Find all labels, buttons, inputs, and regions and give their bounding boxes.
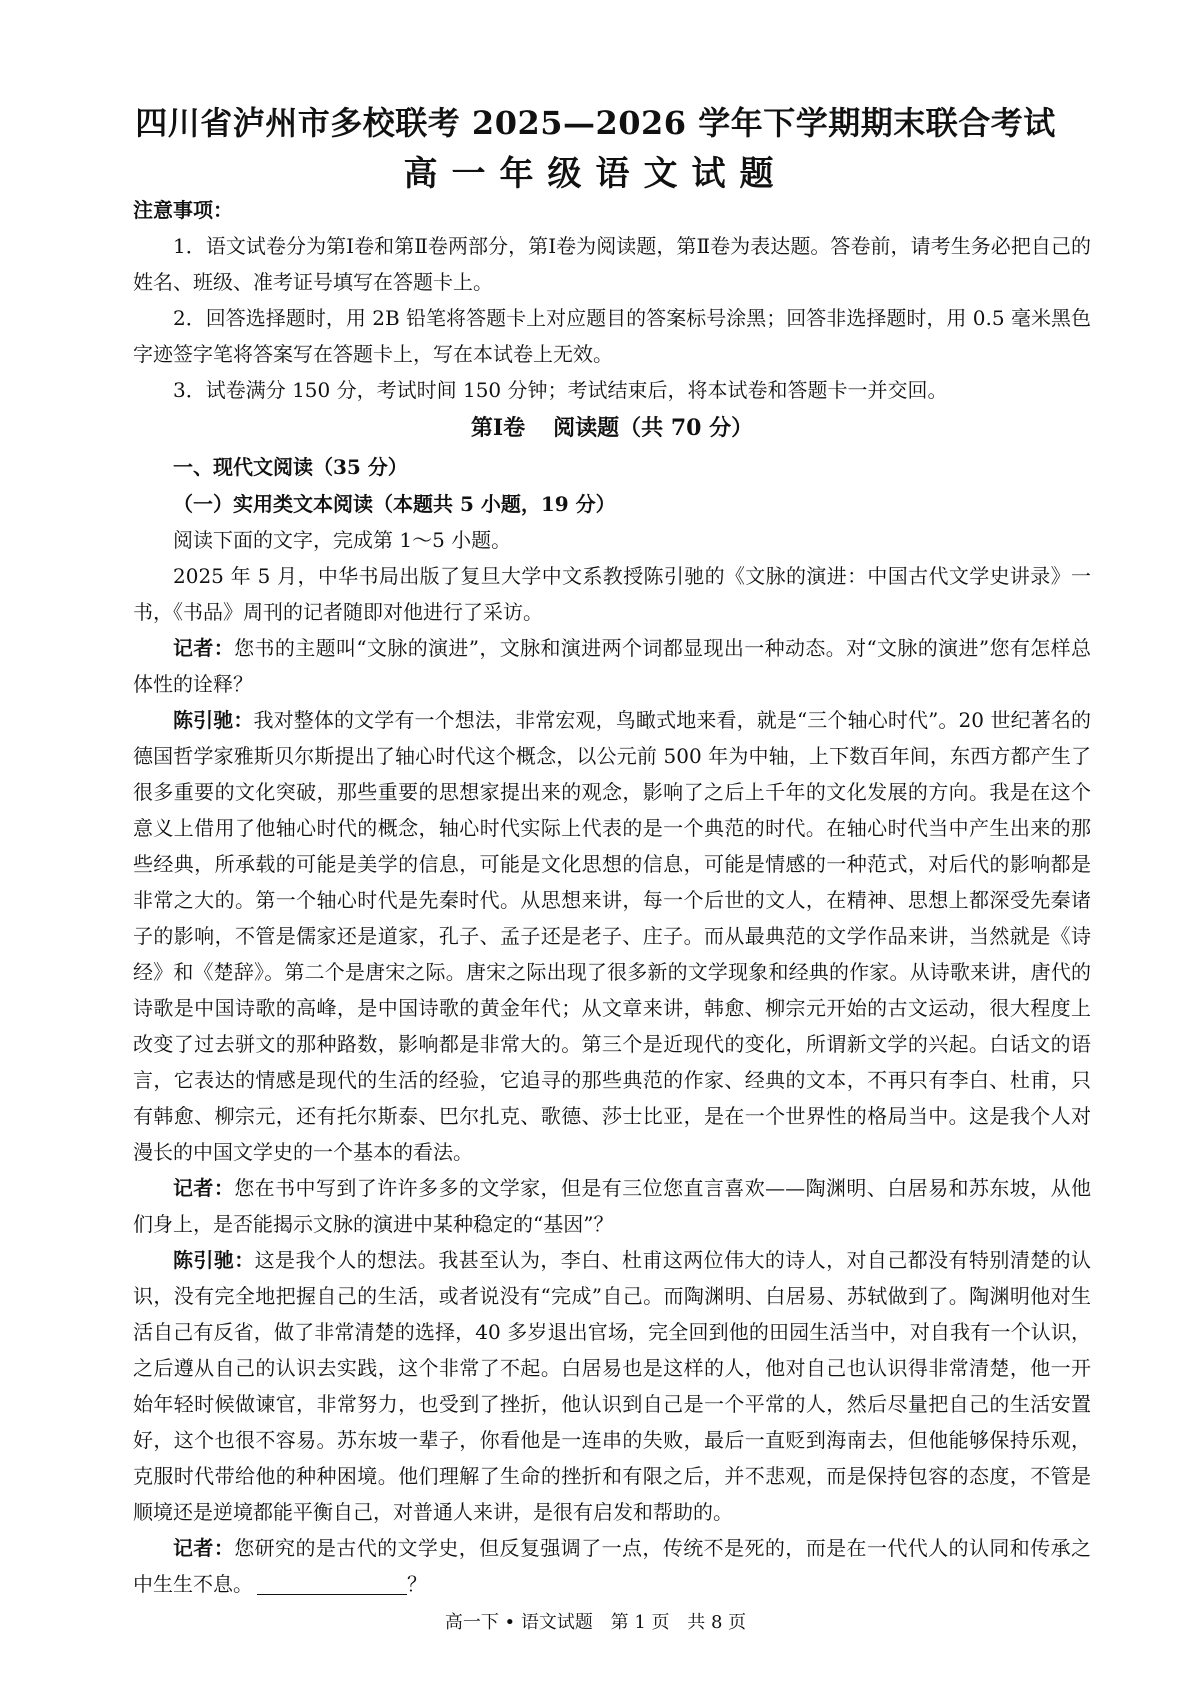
speaker-label: 记者：	[173, 1536, 235, 1560]
dialogue-paragraph	[133, 1530, 1091, 1602]
dialogue-text: 您在书中写到了许许多多的文学家，但是有三位您直言喜欢——陶渊明、白居易和苏东坡，从他们身上，是否能揭示文脉的演进中某种稳定的“基因”？	[133, 1176, 1092, 1236]
speaker-label: 记者：	[173, 1176, 235, 1200]
notice-item: 3．试卷满分 150 分，考试时间 150 分钟；考试结束后，将本试卷和答题卡一并交回。	[173, 378, 948, 402]
speaker-label: 陈引驰：	[173, 708, 254, 732]
speaker-label: 记者：	[173, 636, 235, 660]
dialogue-text: 这是我个人的想法。我甚至认为，李白、杜甫这两位伟大的诗人，对自己都没有特别清楚的认识，没有完全地把握自己的生活，或者说没有“完成”自己。而陶渊明、白居易、苏轼做到了。陶渊明他对生活自己有反省，做了非常清楚的选择，40 多岁退出官场，完全回到他的田园生活当中，对自我有一个认识，之后遵从自己的认识去实践，这个非常了不起。白居易也是这样的人，他对自己也认识得非常清楚，他一开始年轻时候做谏官，非常努力，也受到了挫折，他认识到自己是一个平常的人，然后尽量把自己的生活安置好，这个也很不容易。苏东坡一辈子，你看他是一连串的失败，最后一直贬到海南去，但他能够保持乐观，克服时代带给他的种种困境。他们理解了生命的挫折和有限之后，并不悲观，而是保持包容的态度，不管是顺境还是逆境都能平衡自己，对普通人来讲，是很有启发和帮助的。	[133, 1248, 1092, 1524]
notice-item: 2．回答选择题时，用 2B 铅笔将答题卡上对应题目的答案标号涂黑；回答非选择题时，用 0.5 毫米黑色字迹签字笔将答案写在答题卡上，写在本试卷上无效。	[133, 306, 1091, 366]
footer-page-number: 第 1 页	[610, 1612, 670, 1633]
dialogue-paragraph	[133, 702, 1091, 1170]
speaker-label: 陈引驰：	[173, 1248, 255, 1272]
dialogue-paragraph	[133, 1170, 1091, 1242]
answer-blank	[257, 1574, 407, 1595]
section-title	[133, 408, 1091, 448]
dialogue-text: 您研究的是古代的文学史，但反复强调了一点，传统不是死的，而是在一代代人的认同和传承之中生生不息。	[133, 1536, 1092, 1596]
dialogue-text: 您书的主题叫“文脉的演进”，文脉和演进两个词都显现出一种动态。对“文脉的演进”您有怎样总体性的诠释？	[133, 636, 1092, 696]
dialogue-paragraph	[133, 1242, 1091, 1530]
passage-intro: 2025 年 5 月，中华书局出版了复旦大学中文系教授陈引驰的《文脉的演进：中国古代文学史讲录》一书，《书品》周刊的记者随即对他进行了采访。	[133, 564, 1091, 624]
footer-page-total: 共 8 页	[687, 1612, 747, 1633]
footer-subject: 高一下 • 语文试题	[444, 1612, 593, 1633]
reading-instruction: 阅读下面的文字，完成第 1～5 小题。	[173, 528, 512, 552]
exam-subtitle: 高一年级语文试题	[403, 154, 788, 194]
heading-modern-reading: 一、现代文阅读（35 分）	[173, 455, 408, 479]
heading-practical-text: （一）实用类文本阅读（本题共 5 小题，19 分）	[173, 492, 616, 516]
dialogue-paragraph	[133, 630, 1091, 702]
dialogue-text: 我对整体的文学有一个想法，非常宏观，鸟瞰式地来看，就是“三个轴心时代”。20 世纪著名的德国哲学家雅斯贝尔斯提出了轴心时代这个概念，以公元前 500 年为中轴，上下数百年间，东西方都产生了很多重要的文化突破，那些重要的思想家提出来的观念，影响了之后上千年的文化发展的方向。我是在这个意义上借用了他轴心时代的概念，轴心时代实际上代表的是一个典范的时代。在轴心时代当中产生出来的那些经典，所承载的可能是美学的信息，可能是文化思想的信息，可能是情感的一种范式，对后代的影响都是非常之大的。第一个轴心时代是先秦时代。从思想来讲，每一个后世的文人，在精神、思想上都深受先秦诸子的影响，不管是儒家还是道家，孔子、孟子还是老子、庄子。而从最典范的文学作品来讲，当然就是《诗经》和《楚辞》。第二个是唐宋之际。唐宋之际出现了很多新的文学现象和经典的作家。从诗歌来讲，唐代的诗歌是中国诗歌的高峰，是中国诗歌的黄金年代；从文章来讲，韩愈、柳宗元开始的古文运动，很大程度上改变了过去骈文的那种路数，影响都是非常大的。第三个是近现代的变化，所谓新文学的兴起。白话文的语言，它表达的情感是现代的生活的经验，它追寻的那些典范的作家、经典的文本，不再只有李白、杜甫，只有韩愈、柳宗元，还有托尔斯泰、巴尔扎克、歌德、莎士比亚，是在一个世界性的格局当中。这是我个人对漫长的中国文学史的一个基本的看法。	[133, 708, 1091, 1164]
page-footer	[0, 1608, 1191, 1634]
section-part: 第Ⅰ卷	[470, 415, 526, 441]
page-body	[133, 192, 1091, 1602]
exam-title: 四川省泸州市多校联考 2025—2026 学年下学期期末联合考试	[135, 104, 1056, 142]
notice-label: 注意事项：	[133, 198, 233, 222]
notice-item: 1．语文试卷分为第Ⅰ卷和第Ⅱ卷两部分，第Ⅰ卷为阅读题，第Ⅱ卷为表达题。答卷前，请考生务必把自己的姓名、班级、准考证号填写在答题卡上。	[133, 234, 1091, 294]
section-name: 阅读题（共 70 分）	[553, 415, 754, 441]
question-mark: ？	[407, 1572, 427, 1596]
